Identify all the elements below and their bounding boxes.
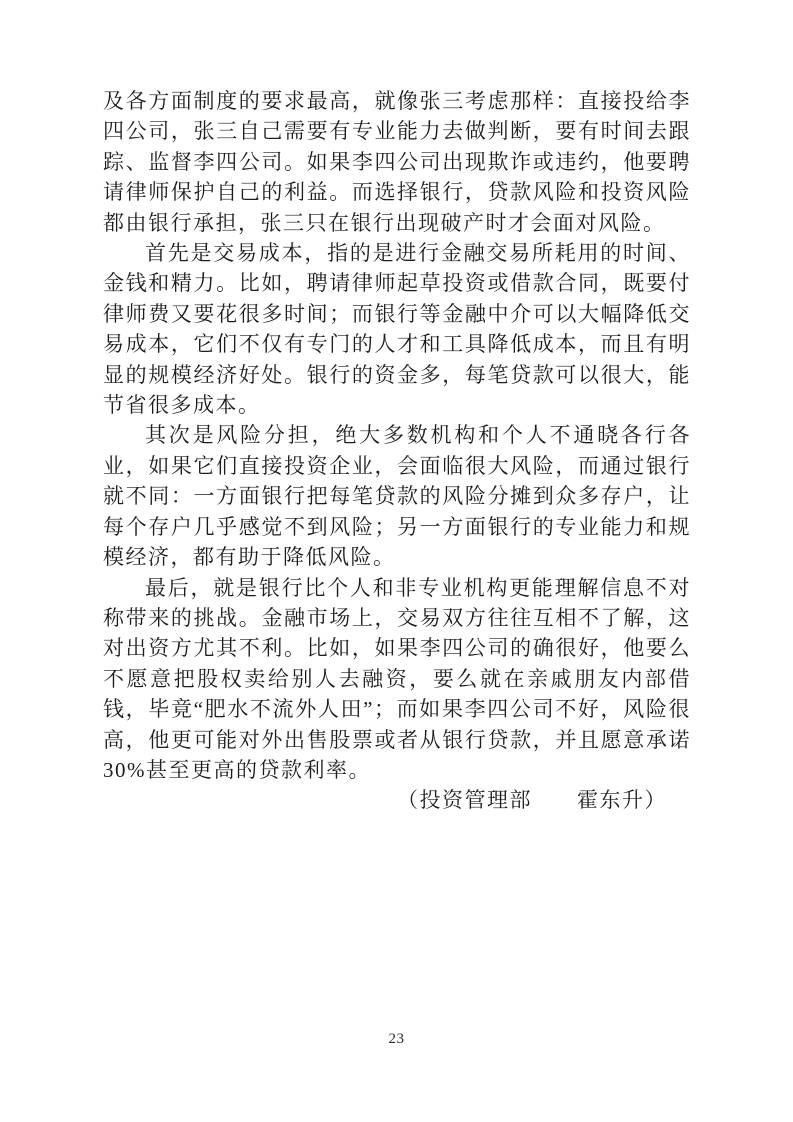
body-text bbox=[103, 86, 691, 816]
attribution-line: （投资管理部 霍东升） bbox=[397, 788, 667, 813]
paragraph-continuation: 及各方面制度的要求最高，就像张三考虑那样：直接投给李四公司，张三自己需要有专业能力去做判断，要有时间去跟踪、监督李四公司。如果李四公司出现欺诈或违约，他要聘请律师保护自己的利益。而选择银行，贷款风险和投资风险都由银行承担，张三只在银行出现破产时才会面对风险。 bbox=[103, 89, 691, 235]
paragraph-risk-sharing: 其次是风险分担，绝大多数机构和个人不通晓各行各业，如果它们直接投资企业，会面临很大风险，而通过银行就不同：一方面银行把每笔贷款的风险分摊到众多存户，让每个存户几乎感觉不到风险；另一方面银行的专业能力和规模经济，都有助于降低风险。 bbox=[103, 423, 691, 570]
page-number: 23 bbox=[388, 1031, 405, 1047]
paragraph-transaction-costs: 首先是交易成本，指的是进行金融交易所耗用的时间、金钱和精力。比如，聘请律师起草投资或借款合同，既要付律师费又要花很多时间；而银行等金融中介可以大幅降低交易成本，它们不仅有专门的人才和工具降低成本，而且有明显的规模经济好处。银行的资金多，每笔贷款可以很大，能节省很多成本。 bbox=[103, 241, 691, 418]
paragraph-information-asymmetry: 最后，就是银行比个人和非专业机构更能理解信息不对称带来的挑战。金融市场上，交易双方往往互相不了解，这对出资方尤其不利。比如，如果李四公司的确很好，他要么不愿意把股权卖给别人去融资，要么就在亲戚朋友内部借钱，毕竟“肥水不流外人田”；而如果李四公司不好，风险很高，他更可能对外出售股票或者从银行贷款，并且愿意承诺 30%甚至更高的贷款利率。 bbox=[103, 575, 691, 782]
